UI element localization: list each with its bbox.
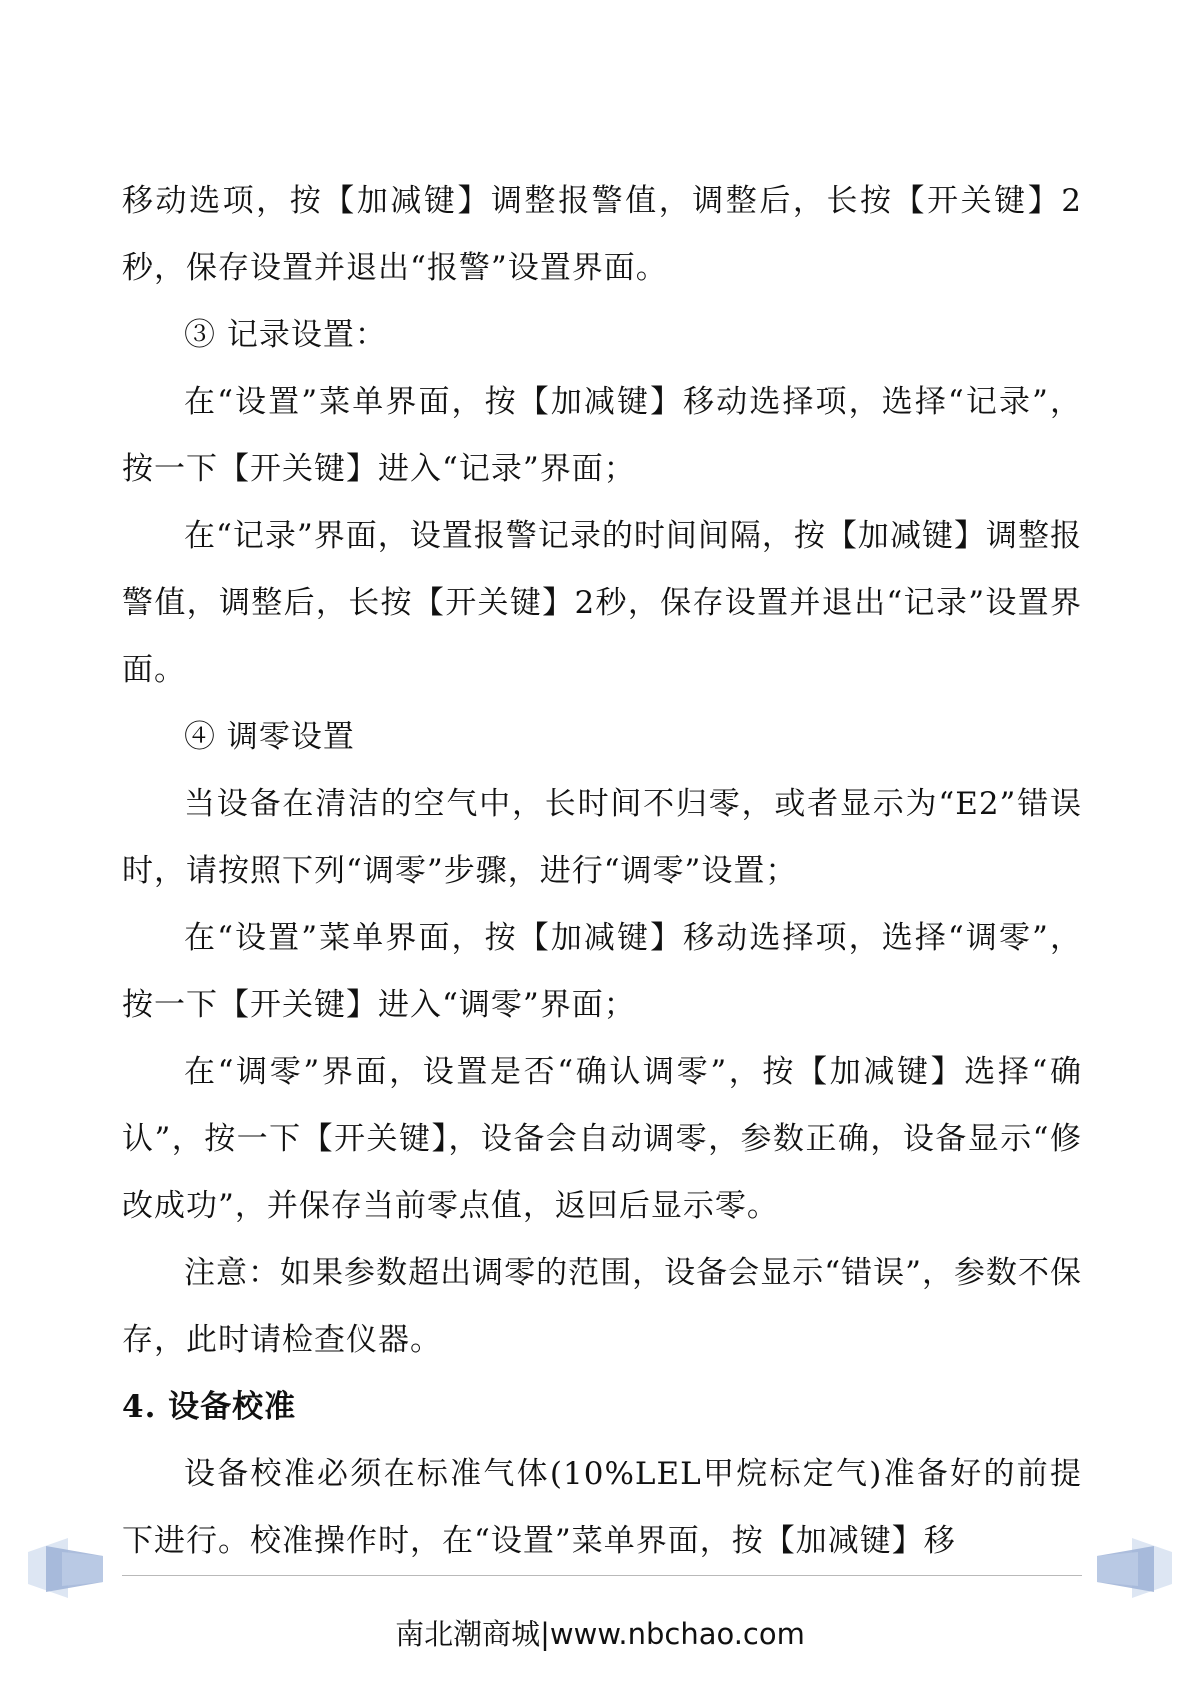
paragraph: 在“调零”界面，设置是否“确认调零”，按【加减键】选择“确认”，按一下【开关键】，设备会自动调零，参数正确，设备显示“修改成功”，并保存当前零点值，返回后显示零。 xyxy=(122,1054,1082,1224)
footer-site-link[interactable]: 南北潮商城|www.nbchao.com xyxy=(395,1617,805,1651)
section-heading-calibration: 4. 设备校准 xyxy=(122,1389,297,1425)
footer-divider xyxy=(122,1575,1082,1576)
paragraph: 设备校准必须在标准气体(10%LEL甲烷标定气)准备好的前提下进行。校准操作时，在“设置”菜单界面，按【加减键】移 xyxy=(122,1456,1082,1559)
note-paragraph: 注意：如果参数超出调零的范围，设备会显示“错误”，参数不保存，此时请检查仪器。 xyxy=(122,1255,1082,1358)
subsection-heading-zero-settings: ④ 调零设置 xyxy=(184,719,355,755)
paragraph: 在“设置”菜单界面，按【加减键】移动选择项，选择“调零”，按一下【开关键】进入“调零”界面； xyxy=(122,920,1082,1023)
document-body xyxy=(122,168,1082,1575)
page-corner-decoration-left xyxy=(28,1538,103,1598)
paragraph: 移动选项，按【加减键】调整报警值，调整后，长按【开关键】2秒，保存设置并退出“报警”设置界面。 xyxy=(122,183,1082,286)
paragraph: 在“记录”界面，设置报警记录的时间间隔，按【加减键】调整报警值，调整后，长按【开关键】2秒，保存设置并退出“记录”设置界面。 xyxy=(122,518,1082,688)
paragraph: 当设备在清洁的空气中，长时间不归零，或者显示为“E2”错误时，请按照下列“调零”步骤，进行“调零”设置； xyxy=(122,786,1082,889)
paragraph: 在“设置”菜单界面，按【加减键】移动选择项，选择“记录”，按一下【开关键】进入“记录”界面； xyxy=(122,384,1082,487)
page-corner-decoration-right xyxy=(1097,1538,1172,1598)
subsection-heading-record-settings: ③ 记录设置： xyxy=(184,317,387,353)
